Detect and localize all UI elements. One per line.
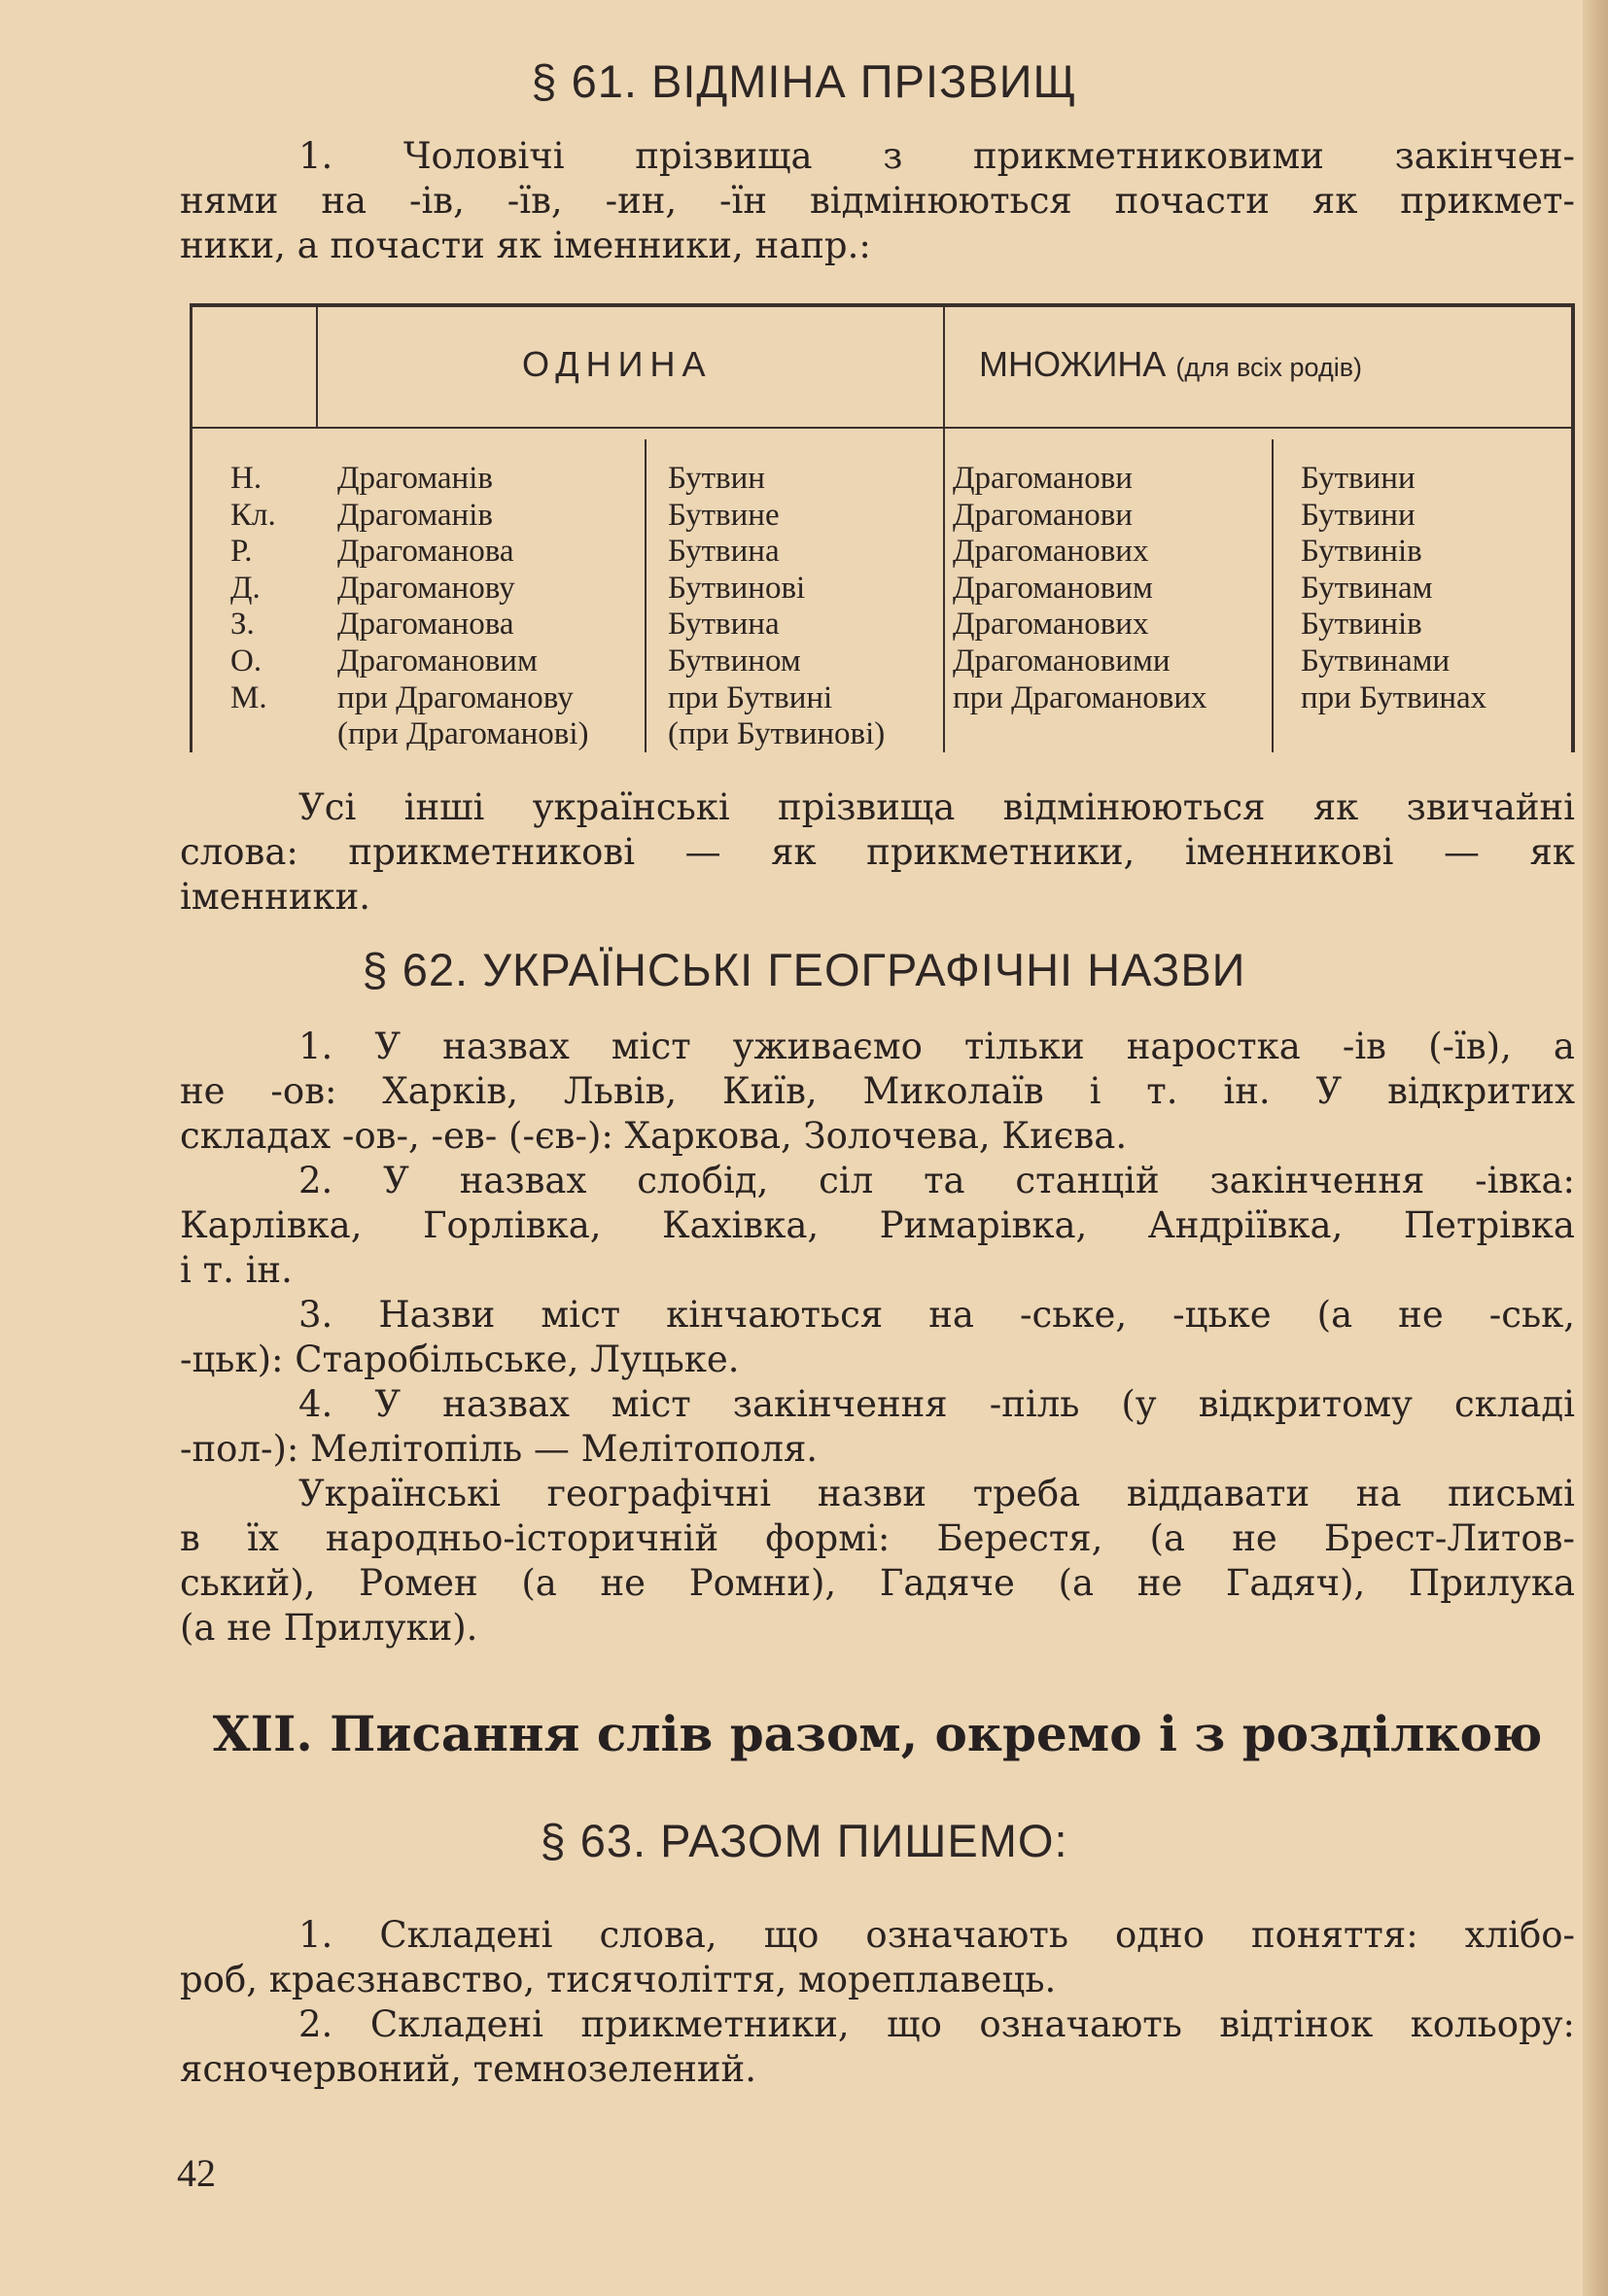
section-61-paragraph-1 (180, 134, 1575, 268)
case-label: Р. (230, 534, 253, 570)
table-cell: Бутвином (668, 643, 801, 678)
section-63-paragraph-2 (180, 2002, 1575, 2092)
text-line: 1. Чоловічі прізвища з прикметниковими закінчен- (298, 135, 1575, 177)
text-line: (а не Прилуки). (180, 1607, 478, 1649)
header-singular: ОДНИНА (522, 344, 713, 384)
table-cell: Бутвинів (1301, 534, 1422, 570)
singular-butvyn-column (668, 461, 885, 753)
text-line: в їх народньо-історичній формі: Берестя, (а не Брест-Литов- (180, 1517, 1575, 1559)
section-63-paragraph-1 (180, 1913, 1575, 2002)
text-line: роб, краєзнавство, тисячоліття, мореплавець. (180, 1959, 1057, 2000)
table-cell: Бутвина (668, 534, 780, 570)
table-cell: Бутвини (1301, 461, 1416, 496)
text-line: слова: прикметникові — як прикметники, іменникові — як (180, 831, 1575, 873)
table-cell: (при Драгоманові) (337, 716, 589, 752)
table-cell: Бутвинам (1301, 570, 1433, 606)
plural-dragomaniv-column (953, 461, 1207, 716)
table-cell: Драгоманова (337, 607, 514, 643)
section-62-paragraph-4 (180, 1382, 1575, 1472)
text-line: 3. Назви міст кінчаються на -ське, -цьке (а не -ськ, (298, 1294, 1575, 1336)
case-column (230, 461, 276, 716)
header-plural (979, 344, 1362, 385)
table-cell: при Бутвинах (1301, 679, 1487, 715)
section-62-paragraph-1 (180, 1025, 1575, 1159)
page-number: 42 (177, 2151, 216, 2195)
text-line: 2. У назвах слобід, сіл та станцій закінчення -івка: (298, 1160, 1575, 1201)
table-cell: Драгоманів (337, 461, 493, 496)
text-line: 1. Складені слова, що означають одно поняття: хлібо- (298, 1914, 1575, 1956)
section-62-heading: § 62. УКРАЇНСЬКІ ГЕОГРАФІЧНІ НАЗВИ (362, 944, 1246, 995)
case-label: Н. (230, 461, 262, 496)
text-line: 1. У назвах міст уживаємо тільки наростка -ів (-їв), а (298, 1026, 1575, 1067)
table-cell: Бутвина (668, 607, 780, 643)
table-cell: Драгоманову (337, 570, 515, 606)
section-62-paragraph-5 (180, 1472, 1575, 1651)
table-cell: Драгоманових (953, 534, 1149, 570)
table-cell: Бутвине (668, 497, 780, 533)
header-plural-label: МНОЖИНА (979, 344, 1167, 384)
text-line: і т. ін. (180, 1249, 293, 1291)
table-cell: Драгомановим (337, 643, 538, 678)
text-line: іменники. (180, 876, 371, 918)
table-cell: при Бутвині (668, 679, 833, 715)
text-line: 2. Складені прикметники, що означають відтінок кольору: (298, 2003, 1575, 2045)
case-label: Кл. (230, 497, 276, 533)
text-line: ники, а почасти як іменники, напр.: (180, 225, 871, 266)
table-cell: Драгомановим (953, 570, 1153, 606)
section-62-paragraph-2 (180, 1159, 1575, 1293)
section-61-heading: § 61. ВІДМІНА ПРІЗВИЩ (531, 55, 1077, 107)
text-line: нями на -ів, -їв, -ин, -їн відмінюються почасти як прикмет- (180, 180, 1575, 222)
chapter-heading: XII. Писання слів разом, окремо і з розділкою (212, 1705, 1543, 1762)
table-cell: Драгоманів (337, 497, 493, 533)
text-line: Українські географічні назви треба віддавати на письмі (298, 1473, 1575, 1514)
text-line: -пол-): Мелітопіль — Мелітополя. (180, 1428, 819, 1470)
table-cell: (при Бутвинові) (668, 716, 886, 752)
table-cell: при Драгоманову (337, 679, 574, 715)
table-cell: Драгоманова (337, 534, 514, 570)
table-cell: Бутвини (1301, 497, 1416, 533)
header-plural-note: (для всіх родів) (1175, 353, 1363, 382)
table-cell: Бутвинів (1301, 607, 1422, 643)
section-63-heading: § 63. РАЗОМ ПИШЕМО: (540, 1815, 1068, 1866)
section-62-paragraph-3 (180, 1293, 1575, 1382)
singular-dragomaniv-column (337, 461, 589, 753)
case-label: З. (230, 607, 255, 643)
page-edge (1583, 0, 1608, 2296)
case-label: Д. (230, 570, 261, 606)
table-cell: Драгомановими (953, 643, 1171, 678)
case-label: М. (230, 679, 267, 715)
text-line: Карлівка, Горлівка, Кахівка, Римарівка, Андріївка, Петрівка (180, 1204, 1575, 1246)
plural-butvyn-column (1301, 461, 1486, 716)
text-line: Усі інші українські прізвища відмінюються як звичайні (298, 786, 1575, 828)
section-61-paragraph-2 (180, 785, 1575, 920)
text-line: не -ов: Харків, Львів, Київ, Миколаїв і т. ін. У відкритих (180, 1070, 1575, 1112)
table-cell: Драгоманових (953, 607, 1149, 643)
table-cell: Бутвинами (1301, 643, 1451, 678)
table-cell: Бутвин (668, 461, 765, 496)
text-line: складах -ов-, -ев- (-єв-): Харкова, Золочева, Києва. (180, 1115, 1128, 1157)
table-cell: Драгоманови (953, 461, 1133, 496)
text-line: -цьк): Старобільське, Луцьке. (180, 1339, 740, 1380)
table-cell: Драгоманови (953, 497, 1133, 533)
declension-table (190, 303, 1575, 752)
text-line: 4. У назвах міст закінчення -піль (у відкритому складі (298, 1383, 1575, 1425)
case-label: О. (230, 643, 262, 678)
text-line: ський), Ромен (а не Ромни), Гадяче (а не Гадяч), Прилука (180, 1562, 1575, 1604)
table-cell: при Драгоманових (953, 679, 1207, 715)
table-cell: Бутвинові (668, 570, 806, 606)
text-line: ясночервоний, темнозелений. (180, 2048, 756, 2090)
